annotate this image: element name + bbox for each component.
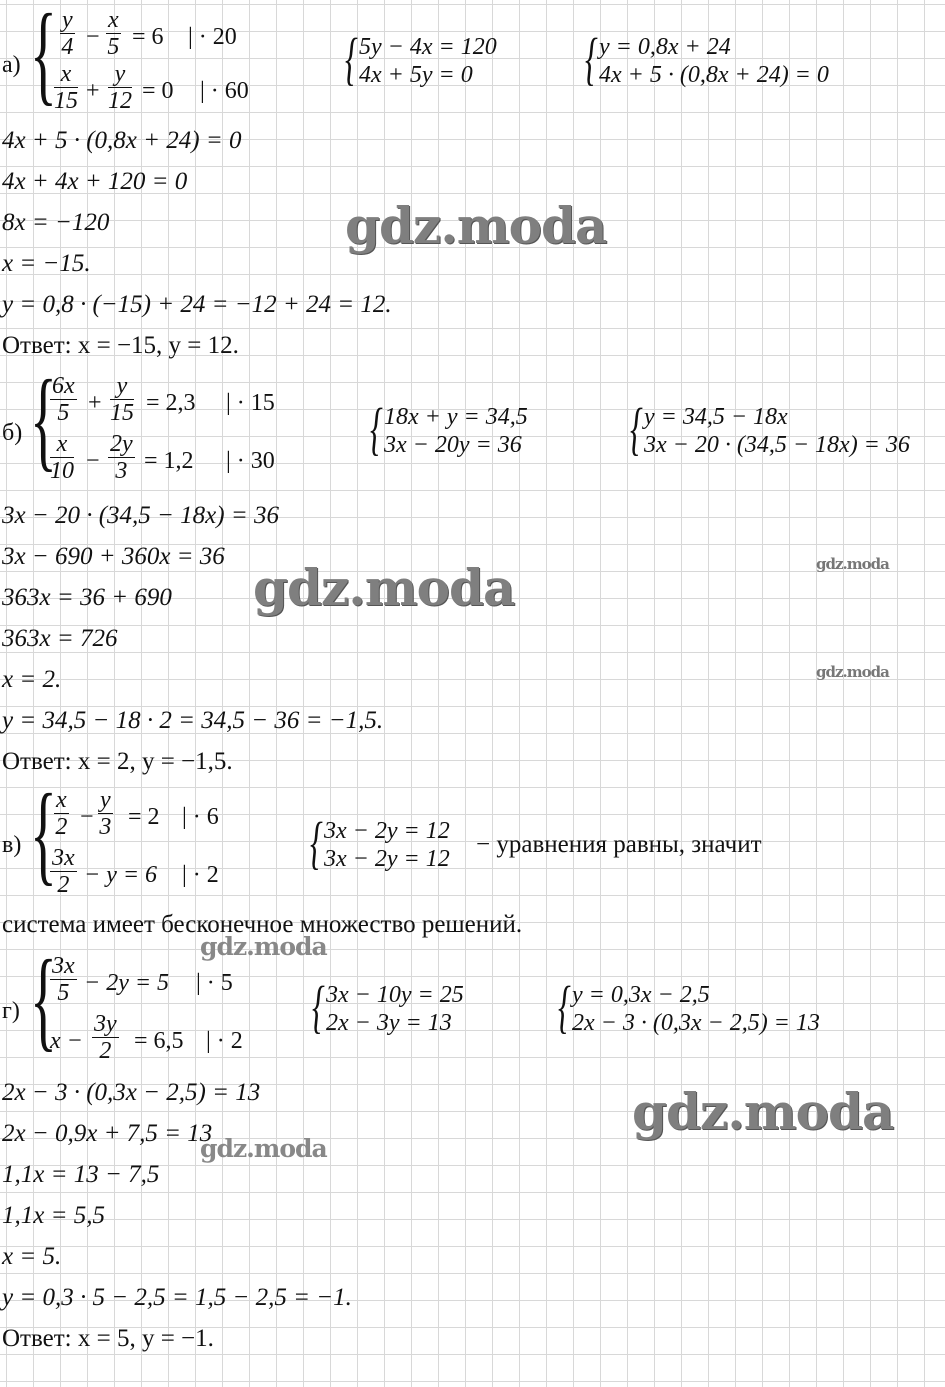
system-brace: { [630,396,643,461]
system-brace: { [558,974,571,1039]
note-text: − уравнения равны, значит [476,831,762,858]
part-b-system1: { $\frac{6x}{5}$ + $\frac{y}{15}$ = 2,3 | · 15 $\frac{x}{10}$ − $\frac{2y}{3}$ = 1,2 | · 30 [30,358,275,485]
watermark-small: gdz.moda [816,663,889,681]
fraction: $\frac{3y}{2}$ [94,1011,117,1065]
fraction: $\frac{y}{3}$ [99,787,112,841]
answer-line: Ответ: x = 5, y = −1. [2,1325,214,1352]
watermark-logo: gdz.moda [632,1082,894,1141]
system-brace: { [585,26,598,91]
step-line: y = 0,8 · (−15) + 24 = −12 + 24 = 12. [2,291,392,318]
part-v-system1: { $\frac{x}{2}$ − $\frac{y}{3}$ = 2 | · 6 $\frac{3x}{2}$ − y = 6 | · 2 [30,772,219,899]
fraction: $\frac{3x}{5}$ [52,953,75,1007]
answer-line: Ответ: x = 2, y = −1,5. [2,748,233,775]
step-line: 1,1x = 13 − 7,5 [2,1161,160,1188]
part-g-label: г) [2,998,20,1024]
system-brace: { [345,26,358,91]
part-v-label: в) [2,832,22,858]
fraction: $\frac{6x}{5}$ [52,373,75,427]
system-brace: { [370,396,383,461]
fraction: $\frac{2y}{3}$ [110,431,133,485]
fraction: $\frac{y}{4}$ [61,7,74,61]
system-brace: { [312,974,325,1039]
watermark-small: gdz.moda [816,555,889,573]
part-a-label: а) [2,52,21,78]
step-line: x = −15. [2,250,91,277]
step-line: 2x − 3 · (0,3x − 2,5) = 13 [2,1079,261,1106]
system-brace: { [30,0,57,116]
watermark-mid: gdz.moda [200,932,327,961]
system-brace: { [30,358,57,482]
step-line: 3x − 20 · (34,5 − 18x) = 36 [2,502,279,529]
fraction: $\frac{y}{15}$ [110,373,134,427]
step-line: 4x + 4x + 120 = 0 [2,168,188,195]
fraction: $\frac{3x}{2}$ [52,845,75,899]
system-brace: { [310,810,323,875]
watermark-logo: gdz.moda [253,558,515,617]
system-brace: { [30,772,57,896]
step-line: 363x = 36 + 690 [2,584,172,611]
system-brace: { [30,938,57,1062]
fraction: $\frac{x}{10}$ [50,431,74,485]
watermark-logo: gdz.moda [345,196,607,255]
step-line: x = 2. [2,666,62,693]
watermark-mid: gdz.moda [200,1134,327,1163]
step-line: y = 0,3 · 5 − 2,5 = 1,5 − 2,5 = −1. [2,1284,352,1311]
step-line: y = 34,5 − 18 · 2 = 34,5 − 36 = −1,5. [2,707,384,734]
step-line: x = 5. [2,1243,62,1270]
step-line: 3x − 690 + 360x = 36 [2,543,225,570]
fraction: $\frac{x}{5}$ [107,7,120,61]
part-g-system1: { $\frac{3x}{5}$ − 2y = 5 | · 5 x − $\frac{3y}{2}$ = 6,5 | · 2 [30,938,243,1065]
fraction: $\frac{x}{15}$ [54,61,78,115]
fraction: $\frac{x}{2}$ [55,787,68,841]
part-b-label: б) [2,420,23,446]
step-line: 363x = 726 [2,625,118,652]
fraction: $\frac{y}{12}$ [108,61,132,115]
conclusion-text: система имеет бесконечное множество решений. [2,911,523,938]
step-line: 4x + 5 · (0,8x + 24) = 0 [2,127,242,154]
part-a-system1: { $\frac{y}{4}$ − $\frac{x}{5}$ = 6 | · 20 $\frac{x}{15}$ + $\frac{y}{12}$ = 0 | · 60 [30,0,249,116]
step-line: 2x − 0,9x + 7,5 = 13 [2,1120,213,1147]
answer-line: Ответ: x = −15, y = 12. [2,332,239,359]
step-line: 8x = −120 [2,209,110,236]
step-line: 1,1x = 5,5 [2,1202,105,1229]
